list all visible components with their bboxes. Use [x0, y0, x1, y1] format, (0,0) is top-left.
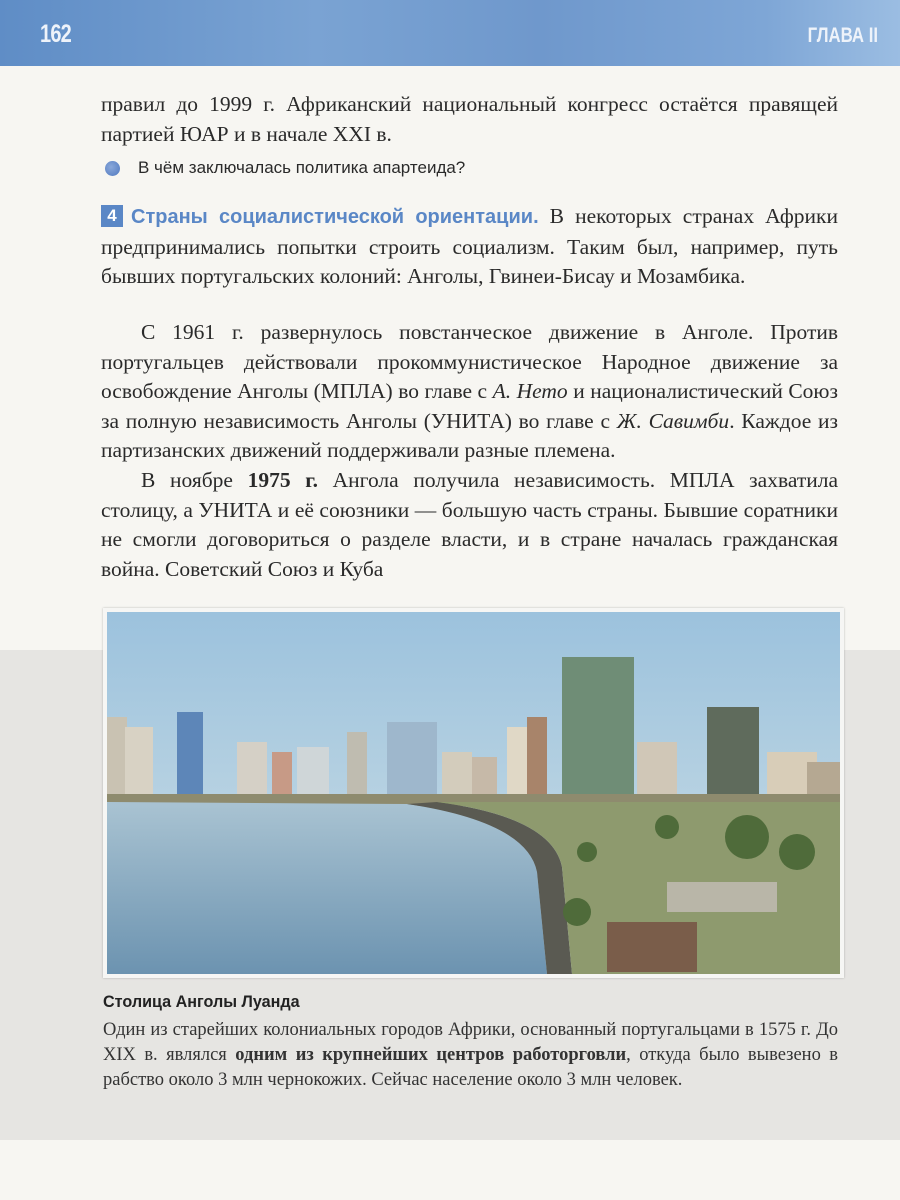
review-question — [105, 158, 465, 178]
text-span: , откуда было вывезено в рабство около 3 млн чернокожих. Сейчас население около 3 млн человек. — [103, 1045, 839, 1090]
figure-caption-text — [103, 1018, 838, 1093]
blue-dot-icon — [105, 161, 120, 176]
paragraph-angola-movement — [101, 318, 838, 466]
text-span: Один из старейших колониальных городов Африки, основанный португальцами в 1575 г. До XIX в. являлся — [103, 1020, 838, 1065]
text-span: В ноябре — [141, 468, 248, 492]
luanda-waterfront-photo — [103, 608, 844, 978]
text-span: Ангола получила независимость. МПЛА захватила столицу, а УНИТА и её союзники — большую часть страны. Бывшие соратники не смогли договориться о разделе власти, и в стране началась гражданская война. Советский Союз и Куба — [101, 468, 838, 581]
page-number: 162 — [40, 20, 71, 48]
question-text: В чём заключалась политика апартеида? — [138, 158, 466, 177]
person-name: Ж. Савимби — [616, 408, 730, 433]
figure-caption-title: Столица Анголы Луанда — [103, 992, 300, 1011]
paragraph-independence — [101, 466, 838, 584]
section-intro-text: В некоторых странах Африки предпринимались попытки строить социализм. Таким был, например, путь бывших португальских колоний: Анголы, Гвинеи-Бисау и Мозамбика. — [101, 204, 838, 288]
text-span: С 1961 г. развернулось повстанческое движение в Анголе. Против португальцев действовали прокоммунистическое Народное движение за освобождение Анголы (МПЛА) во главе с — [101, 320, 838, 403]
paragraph-continued: правил до 1999 г. Африканский национальный конгресс остаётся правящей партией ЮАР и в начале XXI в. — [101, 92, 838, 146]
section-intro-paragraph — [101, 202, 838, 292]
text-span: . Каждое из партизанских движений поддерживали разные племена. — [101, 408, 839, 462]
page-header — [0, 0, 900, 66]
key-date: 1975 г. — [247, 468, 318, 492]
section-number-badge: 4 — [101, 205, 123, 227]
section-title: Страны социалистической ориентации. — [131, 206, 539, 228]
emphasis: одним из крупнейших центров работорговли — [235, 1045, 627, 1065]
person-name: А. Нето — [492, 379, 568, 403]
text-span: и националистический Союз за полную независимость Анголы (УНИТА) во главе с — [101, 379, 838, 433]
chapter-label: ГЛАВА II — [807, 24, 878, 47]
